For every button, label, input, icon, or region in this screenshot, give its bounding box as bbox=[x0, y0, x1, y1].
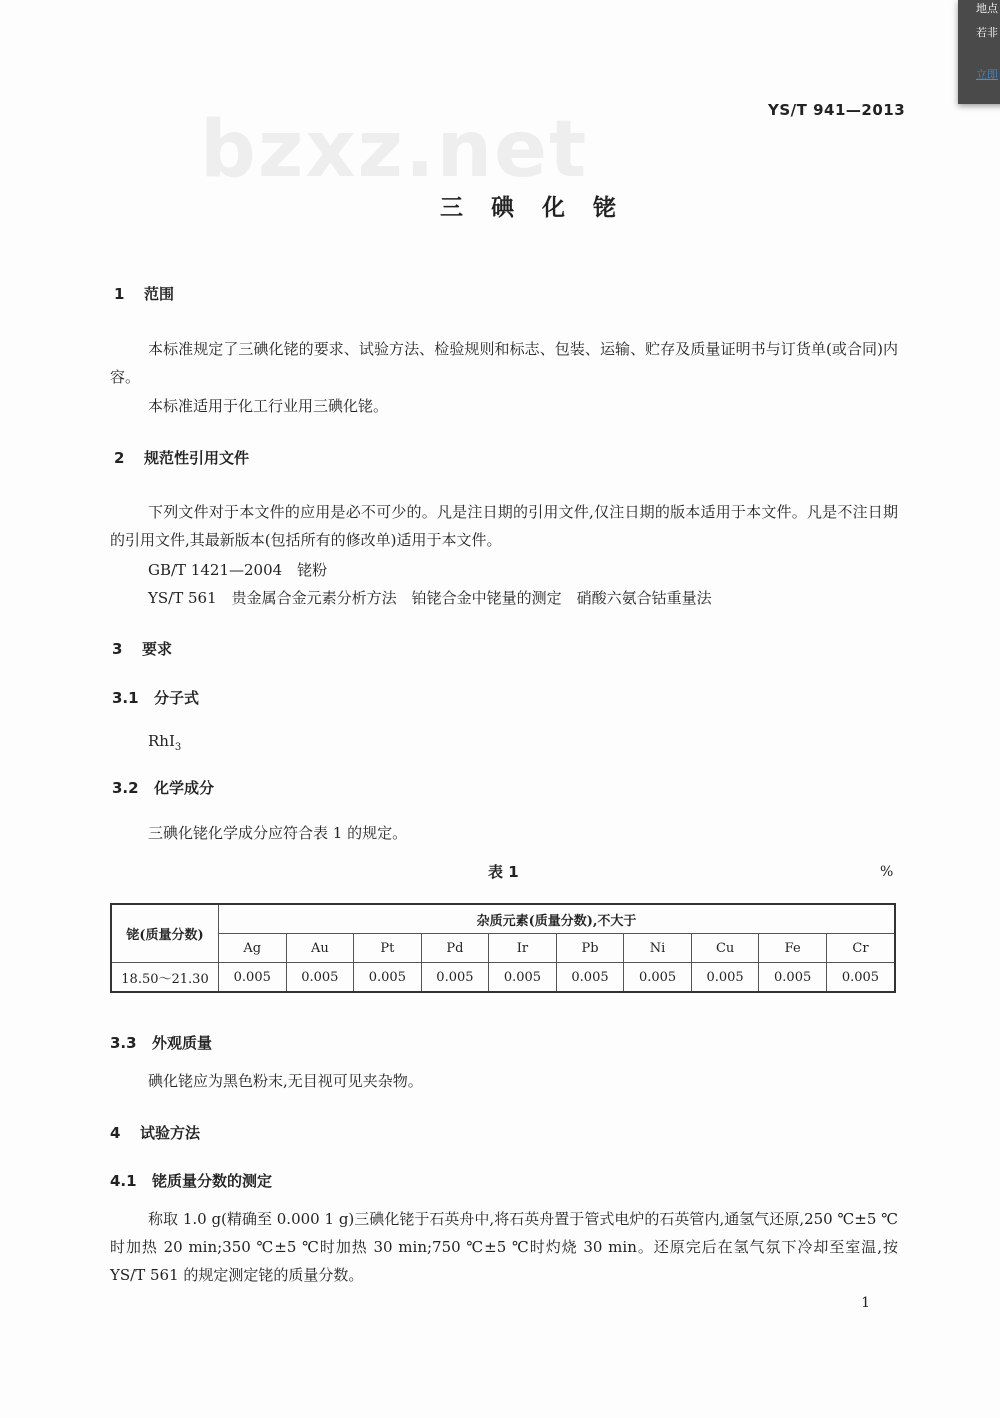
table-wrapper bbox=[110, 903, 898, 993]
reference-1: GB/T 1421—2004 铑粉 bbox=[148, 561, 328, 579]
notification-popup bbox=[958, 0, 1000, 104]
section-4-1-heading: 4.1 铑质量分数的测定 bbox=[110, 1172, 273, 1190]
table-cell-value: 0.005 bbox=[489, 963, 557, 993]
section-4-heading: 4 试验方法 bbox=[110, 1124, 201, 1142]
section-4-1-paragraph: 称取 1.0 g(精确至 0.000 1 g)三碘化铑于石英舟中,将石英舟置于管式电炉的石英管内,通氢气还原,250 ℃±5 ℃时加热 20 min;350 ℃±5 ℃时加热 30 min;750 ℃±5 ℃时灼烧 30 min。还原完后在氢气氛下冷却至室温,按 YS/T 561 的规定测定铑的质量分数。 bbox=[110, 1210, 898, 1284]
table-cell-value: 0.005 bbox=[826, 963, 895, 993]
section-3-3-heading: 3.3 外观质量 bbox=[110, 1034, 213, 1052]
table-header-element: Cu bbox=[691, 934, 759, 963]
table-cell-value: 0.005 bbox=[219, 963, 287, 993]
table-header-element: Pd bbox=[421, 934, 489, 963]
table-header-element: Au bbox=[286, 934, 354, 963]
section-3-2-heading: 3.2 化学成分 bbox=[112, 779, 215, 797]
section-1-heading: 1 范围 bbox=[114, 285, 175, 303]
table-cell-value: 0.005 bbox=[759, 963, 827, 993]
section-1-paragraph-2: 本标准适用于化工行业用三碘化铑。 bbox=[148, 397, 389, 415]
table-header-element: Pb bbox=[556, 934, 624, 963]
table-cell-value: 0.005 bbox=[691, 963, 759, 993]
document-body bbox=[110, 284, 898, 1313]
table-cell-value: 0.005 bbox=[354, 963, 422, 993]
table-header-element: Ag bbox=[219, 934, 287, 963]
molecular-formula: RhI$_3$ bbox=[148, 732, 182, 753]
table-header-element: Cr bbox=[826, 934, 895, 963]
table-header-element: Pt bbox=[354, 934, 422, 963]
page-number: 1 bbox=[861, 1295, 870, 1311]
standard-number: YS/T 941—2013 bbox=[768, 101, 906, 119]
table-cell-value: 0.005 bbox=[624, 963, 692, 993]
table-header-element: Ni bbox=[624, 934, 692, 963]
table-cell-value: 0.005 bbox=[556, 963, 624, 993]
section-3-2-paragraph: 三碘化铑化学成分应符合表 1 的规定。 bbox=[148, 824, 408, 842]
table-header-rh: 铑(质量分数) bbox=[111, 904, 219, 963]
document-title: 三 碘 化 铑 bbox=[440, 195, 627, 221]
table-cell-value: 0.005 bbox=[286, 963, 354, 993]
popup-line-2: 若非 bbox=[976, 26, 998, 39]
table-header-impurities: 杂质元素(质量分数),不大于 bbox=[219, 904, 896, 934]
section-2-heading: 2 规范性引用文件 bbox=[114, 449, 250, 467]
table-caption-row bbox=[110, 862, 898, 882]
table-cell-value: 0.005 bbox=[421, 963, 489, 993]
table-header-element: Ir bbox=[489, 934, 557, 963]
section-3-heading: 3 要求 bbox=[112, 640, 173, 658]
section-1-paragraph-1: 本标准规定了三碘化铑的要求、试验方法、检验规则和标志、包装、运输、贮存及质量证明书与订货单(或合同)内容。 bbox=[110, 340, 898, 386]
table-cell-rh-value: 18.50～21.30 bbox=[111, 963, 219, 993]
section-3-3-paragraph: 碘化铑应为黑色粉末,无目视可见夹杂物。 bbox=[148, 1072, 423, 1090]
table-caption: 表 1 bbox=[488, 863, 519, 881]
section-2-paragraph-1: 下列文件对于本文件的应用是必不可少的。凡是注日期的引用文件,仅注日期的版本适用于本文件。凡是不注日期的引用文件,其最新版本(包括所有的修改单)适用于本文件。 bbox=[110, 503, 898, 549]
popup-line-1: 地点 bbox=[976, 2, 998, 15]
table-unit: % bbox=[880, 864, 894, 880]
reference-2: YS/T 561 贵金属合金元素分析方法 铂铑合金中铑量的测定 硝酸六氨合钴重量法 bbox=[148, 589, 712, 607]
section-3-1-heading: 3.1 分子式 bbox=[112, 689, 200, 707]
table-header-element: Fe bbox=[759, 934, 827, 963]
table-1 bbox=[110, 903, 896, 993]
watermark: bzxz.net bbox=[200, 105, 589, 195]
popup-link[interactable]: 立即 bbox=[976, 68, 998, 81]
